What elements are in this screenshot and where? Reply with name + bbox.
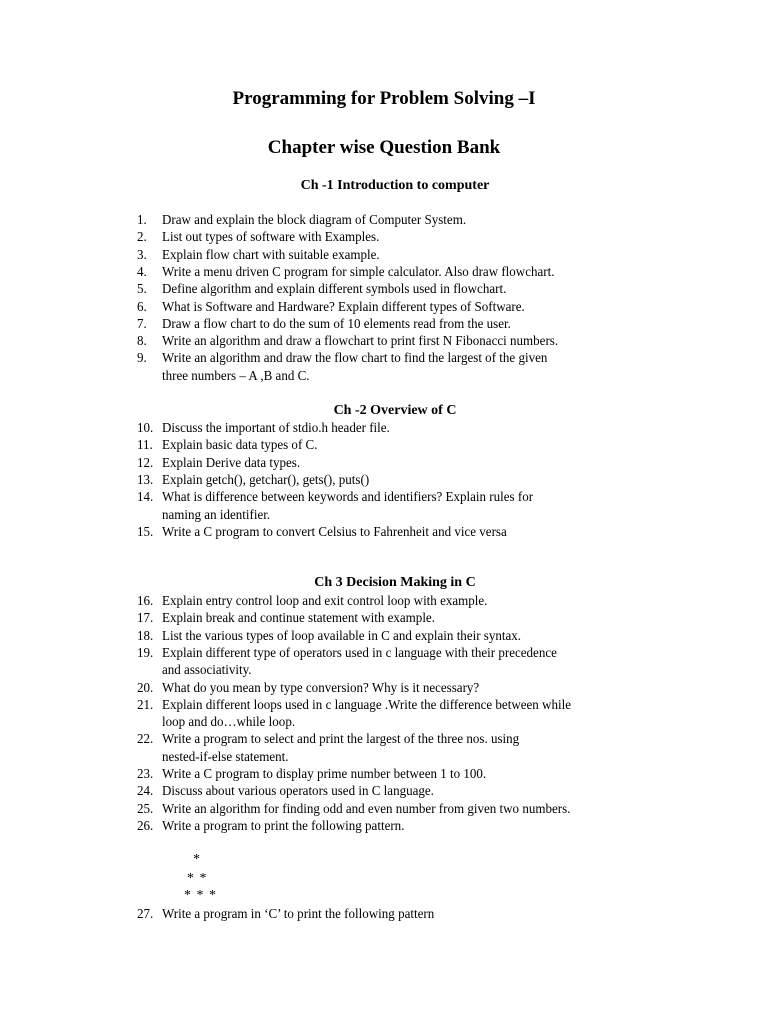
question-text: naming an identifier. (162, 507, 271, 523)
question-text: What is Software and Hardware? Explain different types of Software. (162, 299, 525, 315)
question-number: 8. (137, 334, 147, 350)
question-number: 14. (137, 490, 154, 506)
question-text: Explain basic data types of C. (162, 438, 318, 454)
question-number: 20. (137, 680, 154, 696)
pattern-row: * * * (184, 888, 217, 903)
question-text: Explain different loops used in c language .Write the difference between while (162, 697, 571, 713)
question-number: 19. (137, 645, 154, 661)
question-number: 17. (137, 611, 154, 627)
question-text: Write a program to print the following pattern. (162, 818, 405, 834)
question-number: 18. (137, 628, 154, 644)
question-text: Draw and explain the block diagram of Computer System. (162, 213, 467, 228)
question-number: 26. (137, 818, 154, 834)
question-number: 1. (137, 213, 147, 228)
question-text: List the various types of loop available in C and explain their syntax. (162, 628, 522, 644)
question-number: 27. (137, 907, 154, 922)
question-number: 23. (137, 767, 154, 782)
question-text: Write an algorithm and draw a flowchart to print first N Fibonacci numbers. (162, 334, 559, 350)
question-number: 21. (137, 697, 154, 713)
chapter-heading: Ch 3 Decision Making in C (314, 575, 476, 590)
document-title: Programming for Problem Solving –I (232, 88, 536, 109)
question-text: Write a C program to display prime number between 1 to 100. (162, 767, 487, 782)
question-number: 24. (137, 784, 154, 800)
question-number: 22. (137, 732, 154, 748)
question-text: three numbers – A ,B and C. (162, 368, 310, 384)
question-text: Explain different type of operators used in c language with their precedence (162, 645, 557, 661)
question-text: and associativity. (162, 663, 252, 679)
document-subtitle: Chapter wise Question Bank (267, 137, 501, 158)
question-text: Explain Derive data types. (162, 455, 301, 471)
question-text: Draw a flow chart to do the sum of 10 elements read from the user. (162, 316, 511, 332)
question-number: 5. (137, 282, 147, 298)
question-text: Define algorithm and explain different symbols used in flowchart. (162, 282, 507, 298)
question-text: What do you mean by type conversion? Why is it necessary? (162, 680, 480, 696)
chapter-heading: Ch -2 Overview of C (333, 403, 457, 418)
question-number: 6. (137, 299, 147, 315)
question-number: 2. (137, 230, 147, 246)
question-text: nested-if-else statement. (162, 749, 289, 765)
question-text: loop and do…while loop. (162, 715, 296, 731)
question-text: List out types of software with Examples. (162, 230, 380, 246)
question-number: 4. (137, 264, 147, 280)
chapter-heading: Ch -1 Introduction to computer (300, 178, 490, 193)
question-text: What is difference between keywords and identifiers? Explain rules for (162, 490, 534, 506)
pattern-row: * * (187, 871, 208, 886)
question-text: Explain flow chart with suitable example. (162, 247, 380, 263)
question-number: 13. (137, 472, 154, 488)
question-number: 11. (137, 438, 153, 454)
question-text: Write a program in ‘C’ to print the following pattern (162, 907, 435, 922)
question-number: 15. (137, 524, 154, 540)
question-number: 12. (137, 455, 154, 471)
question-text: Discuss about various operators used in C language. (162, 784, 434, 800)
question-number: 3. (137, 247, 147, 263)
question-number: 16. (137, 594, 154, 609)
question-text: Write an algorithm for finding odd and even number from given two numbers. (162, 801, 571, 817)
question-text: Write a menu driven C program for simple calculator. Also draw flowchart. (162, 264, 555, 280)
question-number: 9. (137, 351, 147, 367)
pattern-row: * (193, 852, 201, 867)
question-text: Discuss the important of stdio.h header file. (162, 421, 390, 436)
question-number: 25. (137, 801, 154, 817)
question-text: Explain getch(), getchar(), gets(), puts() (162, 472, 370, 488)
question-text: Explain entry control loop and exit control loop with example. (162, 594, 488, 609)
question-text: Write a C program to convert Celsius to Fahrenheit and vice versa (162, 524, 507, 540)
question-text: Explain break and continue statement with example. (162, 611, 435, 627)
question-number: 10. (137, 421, 154, 436)
question-text: Write a program to select and print the largest of the three nos. using (162, 732, 520, 748)
question-number: 7. (137, 316, 147, 332)
question-text: Write an algorithm and draw the flow chart to find the largest of the given (162, 351, 548, 367)
